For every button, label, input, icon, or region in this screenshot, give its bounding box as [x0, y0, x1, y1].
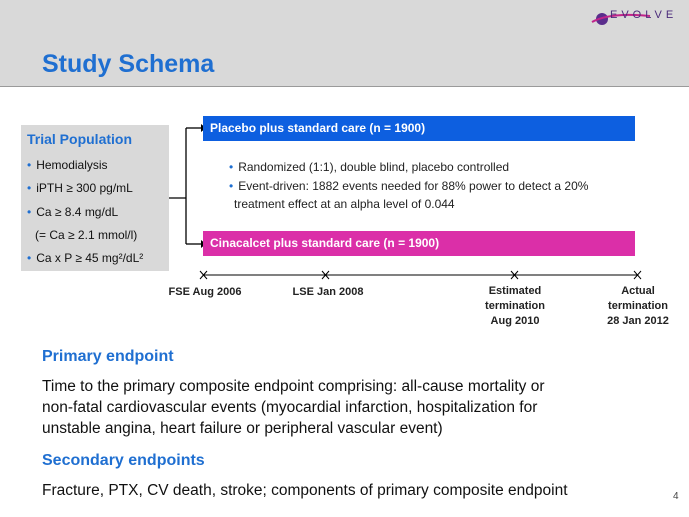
secondary-endpoints-heading: Secondary endpoints [42, 452, 205, 469]
list-item: • iPTH ≥ 300 pg/mL [27, 181, 133, 195]
logo: EVOLVE [610, 9, 678, 21]
page-number: 4 [673, 491, 679, 502]
trial-population-heading: Trial Population [27, 131, 133, 147]
list-item: (= Ca ≥ 2.1 mmol/l) [35, 228, 138, 242]
design-line: • Event-driven: 1882 events needed for 88% power to detect a 20% [229, 179, 589, 193]
timeline-label-fse: FSE Aug 2006 [168, 286, 242, 298]
list-item: • Hemodialysis [27, 158, 108, 172]
list-item: • Ca ≥ 8.4 mg/dL [27, 205, 119, 219]
list-item: • Ca x P ≥ 45 mg²/dL² [27, 251, 144, 265]
page-title: Study Schema [42, 50, 215, 78]
design-line: treatment effect at an alpha level of 0.044 [234, 197, 455, 211]
timeline-label-lse: LSE Jan 2008 [292, 286, 364, 298]
primary-endpoint-heading: Primary endpoint [42, 348, 174, 365]
timeline-label-actual: Actual termination 28 Jan 2012 [607, 285, 669, 327]
timeline-label-estimated: Estimated termination Aug 2010 [485, 285, 545, 327]
primary-endpoint-text: Time to the primary composite endpoint comprising: all-cause mortality or non-fatal cardiovascular events (myocardial infarction, hospitalization for unstable angina, heart failure or peripheral vascular event) [42, 378, 545, 437]
cinacalcet-arm-bar: Cinacalcet plus standard care (n = 1900) [203, 231, 635, 256]
secondary-endpoints-text: Fracture, PTX, CV death, stroke; components of primary composite endpoint [42, 482, 568, 499]
design-line: • Randomized (1:1), double blind, placebo controlled [229, 160, 510, 174]
placebo-arm-bar: Placebo plus standard care (n = 1900) [203, 116, 635, 141]
